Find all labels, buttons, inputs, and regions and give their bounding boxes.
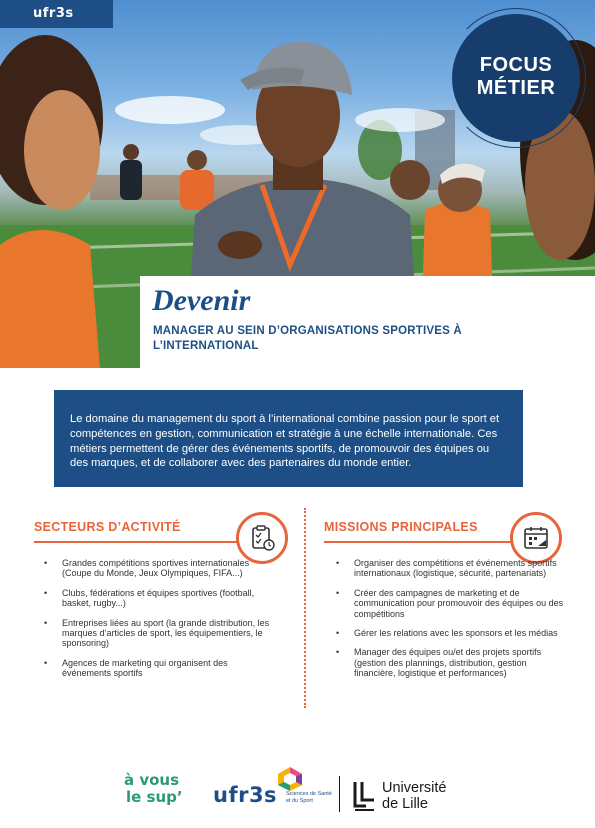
university-line-2: de Lille [382, 796, 428, 812]
university-name [382, 780, 482, 812]
intro-box: Le domaine du management du sport à l’international combine passion pour le sport et compétences en gestion, communication et stratégie à une échelle internationale. Ces métiers permettent de gérer des événements sportifs, de promouvoir des équipes ou des marques, et de collaborer avec des partenaires du monde entier. [54, 390, 523, 487]
university-emblem-icon [352, 780, 378, 812]
badge-line-1: FOCUS [479, 54, 553, 76]
secteurs-rule [34, 541, 239, 543]
list-item: • Grandes compétitions sportives internationales (Coupe du Monde, Jeux Olympiques, FIFA...) [42, 558, 272, 579]
badge-ring [446, 8, 586, 148]
list-item: • Entreprises liées au sport (la grande distribution, les marques d’articles de sport, les équipementiers, le sponsoring) [42, 618, 272, 649]
list-item: • Clubs, fédérations et équipes sportives (football, basket, rugby...) [42, 588, 272, 609]
list-item: • Créer des campagnes de marketing et de communication pour promouvoir des équipes ou des compétitions [334, 588, 566, 619]
university-line-1: Université [382, 780, 447, 796]
title-panel [140, 276, 595, 368]
avous-line-2: le sup’ [126, 788, 183, 806]
page-title: Devenir [152, 284, 251, 317]
calendar-icon [510, 512, 562, 564]
secteurs-heading: SECTEURS D’ACTIVITÉ [34, 520, 181, 534]
missions-rule [324, 541, 514, 543]
column-divider [304, 508, 306, 708]
missions-list [334, 558, 566, 688]
badge-line-2: MÉTIER [476, 77, 556, 99]
ufr3s-footer-subtext: Sciences de Santé et du Sport [286, 791, 332, 804]
a-vous-le-sup-logo [124, 772, 194, 806]
footer-separator [339, 776, 340, 812]
job-title: MANAGER AU SEIN D’ORGANISATIONS SPORTIVES À L’INTERNATIONAL [153, 325, 462, 352]
secteurs-section [34, 510, 289, 679]
secteurs-list [42, 558, 272, 688]
clipboard-icon [236, 512, 288, 564]
list-item: • Manager des équipes ou/et des projets sportifs (gestion des plannings, distribution, gestion financière, logistique et performances) [334, 647, 566, 678]
missions-heading: MISSIONS PRINCIPALES [324, 520, 478, 534]
list-item: • Gérer les relations avec les sponsors et les médias [334, 628, 566, 638]
ufr3s-logo-header: ufr3s [0, 0, 113, 28]
focus-metier-badge [452, 14, 580, 142]
list-item: • Organiser des compétitions et événements sportifs internationaux (logistique, sécurité, partenariats) [334, 558, 566, 579]
list-item: • Agences de marketing qui organisent des événements sportifs [42, 658, 272, 679]
missions-section [324, 510, 564, 679]
ufr3s-logo-footer [213, 766, 338, 816]
ufr3s-emblem-icon [276, 766, 304, 792]
avous-line-1: à vous [124, 771, 180, 789]
ufr3s-footer-text: ufr3s [213, 783, 278, 807]
